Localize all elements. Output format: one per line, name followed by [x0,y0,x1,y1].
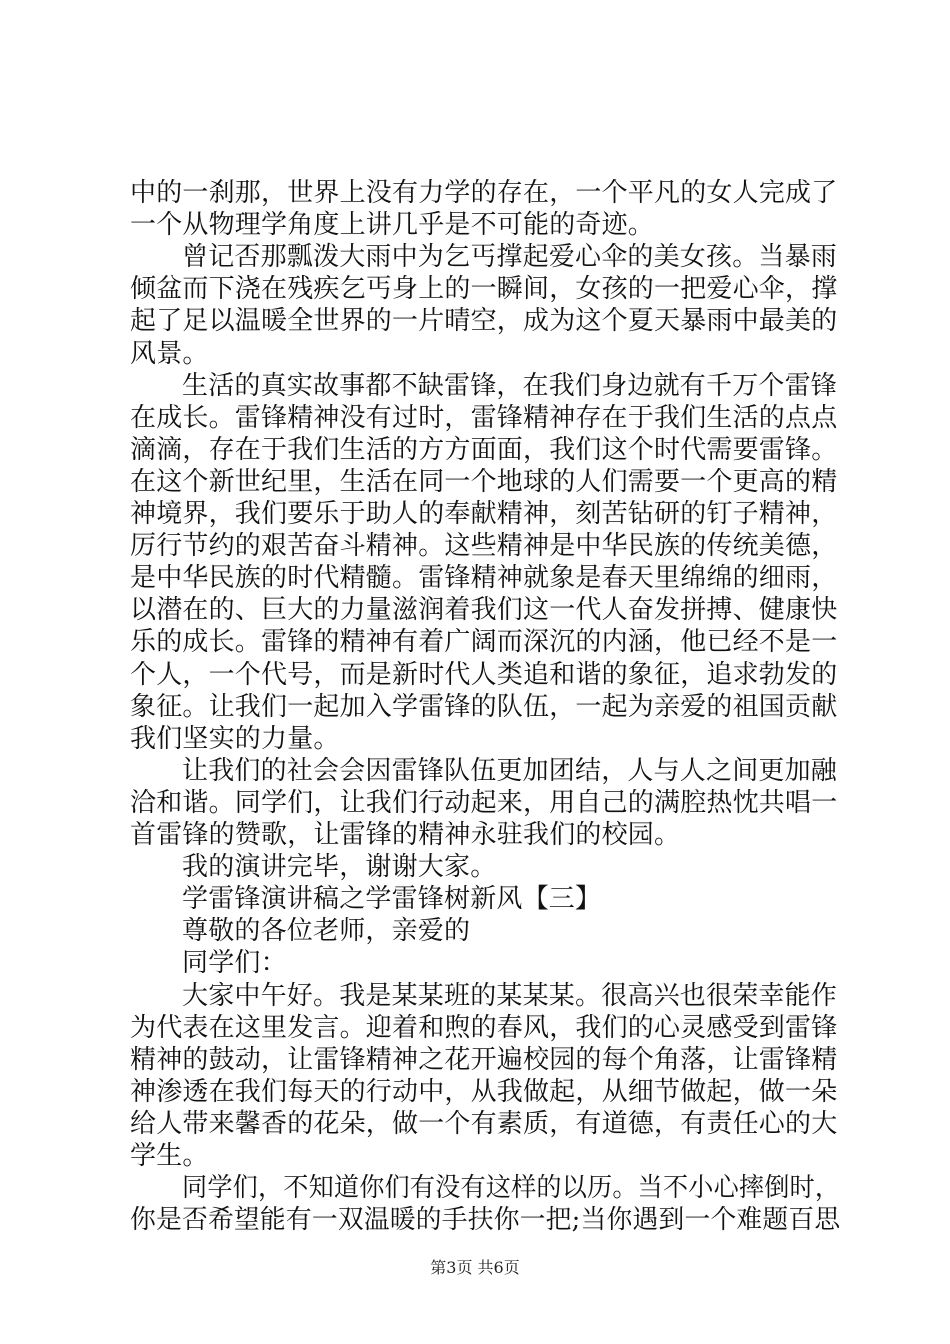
text-line: 在成长。雷锋精神没有过时，雷锋精神存在于我们生活的点点 [130,402,838,433]
text-line: 同学们： [182,948,287,979]
text-line: 首雷锋的赞歌，让雷锋的精神永驻我们的校园。 [130,820,681,850]
text-line: 一个从物理学角度上讲几乎是不可能的奇迹。 [130,210,655,241]
text-line: 曾记否那瓢泼大雨中为乞丐撑起爱心伞的美女孩。当暴雨 [182,242,838,273]
text-line: 我们坚实的力量。 [130,723,340,754]
text-line: 你是否希望能有一双温暖的手扶你一把;当你遇到一个难题百思 [130,1205,841,1236]
text-line: 是中华民族的时代精髓。雷锋精神就象是春天里绵绵的细雨， [130,563,838,594]
text-line: 厉行节约的艰苦奋斗精神。这些精神是中华民族的传统美德， [130,531,838,562]
text-line: 精神的鼓动，让雷锋精神之花开遍校园的每个角落，让雷锋精 [130,1044,838,1075]
text-line: 个人，一个代号，而是新时代人类追和谐的象征，追求勃发的 [130,659,838,690]
text-line: 为代表在这里发言。迎着和煦的春风，我们的心灵感受到雷锋 [130,1012,838,1043]
text-line: 尊敬的各位老师，亲爱的 [182,916,471,947]
text-line: 滴滴，存在于我们生活的方方面面，我们这个时代需要雷锋。 [130,434,838,465]
text-line: 大家中午好。我是某某班的某某某。很高兴也很荣幸能作 [182,980,838,1011]
text-line: 学生。 [130,1141,209,1171]
text-line: 神境界，我们要乐于助人的奉献精神，刻苦钻研的钉子精神， [130,499,838,529]
page-footer-page-number: 第3页 共6页 [430,1258,520,1277]
section-heading: 学雷锋演讲稿之学雷锋树新风【三】 [182,884,602,915]
text-line: 同学们，不知道你们有没有这样的以历。当不小心摔倒时， [182,1173,841,1204]
text-line: 给人带来馨香的花朵，做一个有素质，有道德，有责任心的大 [130,1108,838,1139]
text-line: 起了足以温暖全世界的一片晴空，成为这个夏天暴雨中最美的 [130,306,838,337]
text-line: 乐的成长。雷锋的精神有着广阔而深沉的内涵，他已经不是一 [130,627,838,658]
text-line: 倾盆而下浇在残疾乞丐身上的一瞬间，女孩的一把爱心伞，撑 [130,274,838,305]
text-line: 象征。让我们一起加入学雷锋的队伍，一起为亲爱的祖国贡献 [130,691,838,722]
text-line: 以潜在的、巨大的力量滋润着我们这一代人奋发拼搏、健康快 [130,595,838,626]
text-line: 风景。 [130,338,209,369]
text-line: 在这个新世纪里，生活在同一个地球的人们需要一个更高的精 [130,466,838,497]
text-line: 生活的真实故事都不缺雷锋，在我们身边就有千万个雷锋 [182,370,838,401]
text-line: 让我们的社会会因雷锋队伍更加团结，人与人之间更加融 [182,755,838,786]
text-line: 神渗透在我们每天的行动中，从我做起，从细节做起，做一朵 [130,1076,838,1107]
text-line: 我的演讲完毕，谢谢大家。 [182,852,497,883]
text-line: 洽和谐。同学们，让我们行动起来，用自己的满腔热忱共唱一 [130,787,838,818]
text-line: 中的一刹那，世界上没有力学的存在，一个平凡的女人完成了 [130,178,838,208]
